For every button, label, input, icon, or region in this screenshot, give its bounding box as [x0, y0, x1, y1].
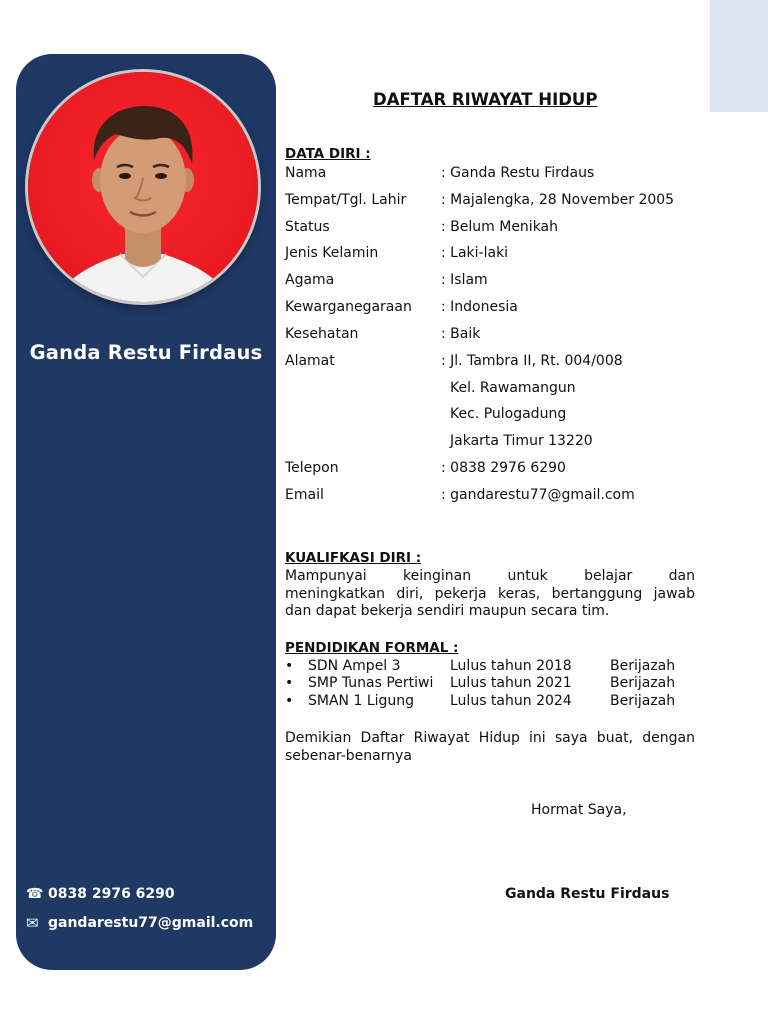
bullet: •	[285, 675, 294, 691]
data-row-label: Alamat	[285, 353, 335, 369]
envelope-icon: ✉	[26, 914, 39, 932]
sidebar-phone-text: 0838 2976 6290	[48, 886, 175, 902]
paragraph-line: Mampunyai keinginan untuk belajar dan	[285, 568, 695, 584]
paragraph-line: Demikian Daftar Riwayat Hidup ini saya buat, dengan	[285, 730, 695, 746]
data-row-label: Kesehatan	[285, 326, 359, 342]
data-row-value: : Laki-laki	[441, 245, 509, 261]
education-item	[285, 658, 695, 676]
data-row-label: Nama	[285, 165, 327, 181]
data-row-value: : Indonesia	[441, 299, 518, 315]
data-row-value: : Belum Menikah	[441, 219, 559, 235]
education-cert: Berijazah	[610, 658, 676, 674]
closing-paragraph	[285, 730, 695, 765]
data-row-value: : Majalengka, 28 November 2005	[441, 192, 675, 208]
bullet: •	[285, 693, 294, 709]
sidebar	[16, 54, 276, 970]
data-row-value: : gandarestu77@gmail.com	[441, 487, 635, 503]
education-item	[285, 675, 695, 693]
section-heading-kualifikasi: KUALIFKASI DIRI :	[285, 550, 422, 566]
profile-photo	[28, 72, 258, 302]
bullet: •	[285, 658, 294, 674]
document-title: DAFTAR RIWAYAT HIDUP	[373, 90, 598, 109]
education-year: Lulus tahun 2018	[450, 658, 572, 674]
address-continuation: Jakarta Timur 13220	[450, 433, 593, 449]
sidebar-email-text: gandarestu77@gmail.com	[48, 915, 254, 931]
sidebar-phone	[26, 886, 175, 902]
data-row-label: Agama	[285, 272, 335, 288]
paragraph-line: meningkatkan diri, pekerja keras, bertanggung jawab	[285, 585, 695, 602]
sidebar-email	[26, 914, 253, 932]
data-row-value: : Ganda Restu Firdaus	[441, 165, 595, 181]
education-cert: Berijazah	[610, 675, 676, 691]
education-school: SMP Tunas Pertiwi	[308, 675, 434, 691]
paragraph-line: sebenar-benarnya	[285, 747, 412, 764]
education-item	[285, 693, 695, 711]
data-row-label: Kewarganegaraan	[285, 299, 412, 315]
education-year: Lulus tahun 2021	[450, 675, 572, 691]
signature-name: Ganda Restu Firdaus	[505, 886, 670, 902]
data-row-label: Email	[285, 487, 324, 503]
data-row-label: Jenis Kelamin	[285, 245, 379, 261]
sidebar-name: Ganda Restu Firdaus	[29, 341, 263, 364]
closing-regards: Hormat Saya,	[531, 802, 627, 818]
address-continuation: Kec. Pulogadung	[450, 406, 567, 422]
corner-accent-block	[710, 0, 768, 112]
address-continuation: Kel. Rawamangun	[450, 380, 576, 396]
data-row-value: : Baik	[441, 326, 481, 342]
education-school: SMAN 1 Ligung	[308, 693, 415, 709]
paragraph-line: dan dapat bekerja sendiri maupun secara tim.	[285, 603, 610, 619]
kualifikasi-paragraph	[285, 568, 695, 621]
section-heading-pendidikan: PENDIDIKAN FORMAL :	[285, 640, 459, 656]
data-row-value: : Islam	[441, 272, 488, 288]
profile-photo-illustration	[28, 72, 258, 302]
data-row-label: Tempat/Tgl. Lahir	[285, 192, 407, 208]
section-heading-data-diri: DATA DIRI :	[285, 146, 371, 162]
education-year: Lulus tahun 2024	[450, 693, 572, 709]
data-row-value: : 0838 2976 6290	[441, 460, 566, 476]
data-row-value: : Jl. Tambra II, Rt. 004/008	[441, 353, 623, 369]
phone-icon: ☎	[26, 886, 44, 902]
education-school: SDN Ampel 3	[308, 658, 401, 674]
education-cert: Berijazah	[610, 693, 676, 709]
data-row-label: Telepon	[285, 460, 339, 476]
data-row-label: Status	[285, 219, 330, 235]
